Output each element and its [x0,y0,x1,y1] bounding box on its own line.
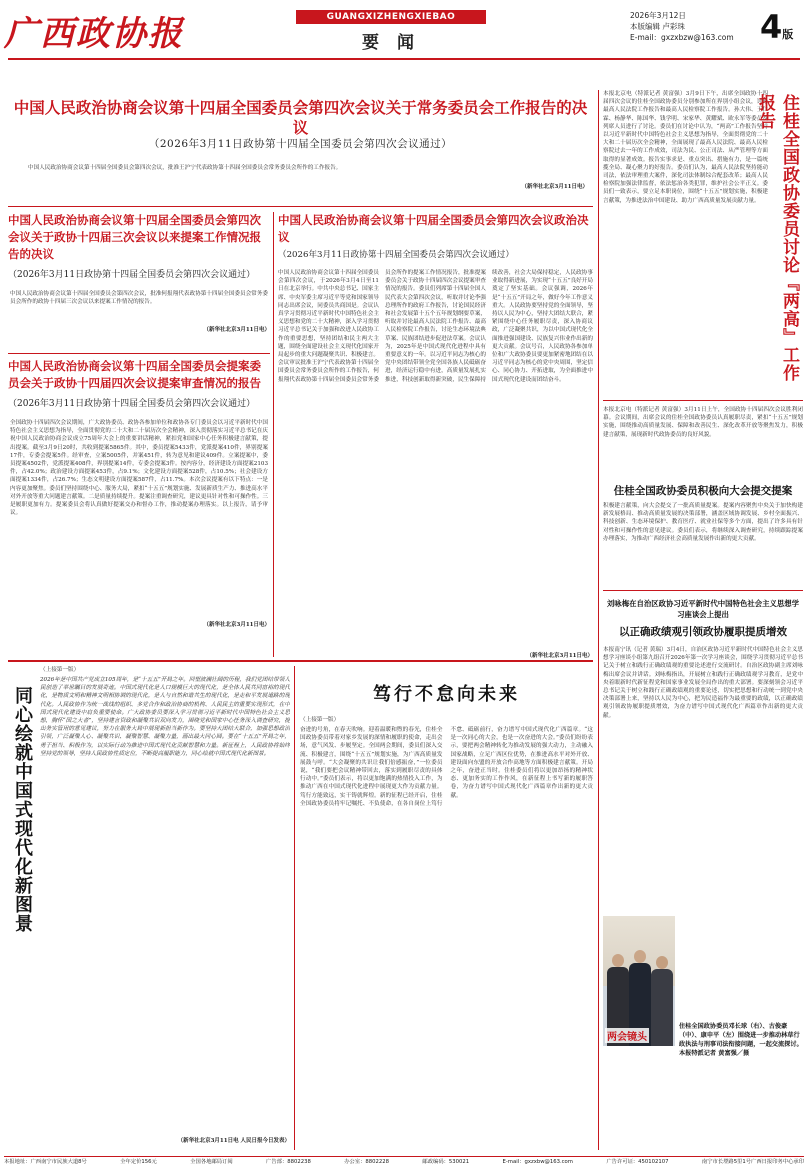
footer-address: 本报地址：广西南宁市民族大道8号 [4,1159,87,1165]
right-mid-body2: 积极建言献策，向大会提交了一批高质量提案。提案内容聚焦中央关于加快构建新发展格局、推动高质量发展的决策部署，涵盖区域协调发展、乡村全面振兴、科技创新、生态环境保护、教育医疗、就业社保等多个方面，提出了许多具有针对性和可操作性的意见建议。委员们表示，将继续深入调查研究，持续跟踪提案办理落实，为推动广西经济社会高质量发展作出新的更大贡献。 [603,503,803,542]
photo-label: 两会镜头 [605,1028,649,1043]
lead-body: 中国人民政治协商会议第十四届全国委员会第四次会议，批准王沪宁代表政协第十四届全国委员会常务委员会所作的工作报告。 [28,165,342,171]
r3-body: 中国人民政治协商会议第十四届全国委员会第四次会议，于2026年3月4日至11日在北京举行。中共中央总书记、国家主席、中央军委主席习近平等党和国家领导同志出席会议，同委员共商国是。会议认真学习贯彻习近平新时代中国特色社会主义思想和党的二十大精神，深入学习贯彻习近平总书记关于加强和改进人民政协工作的重要思想，坚持团结和民主两大主题，围绕全面建设社会主义现代化国家开局起步的重大问题凝聚共识、积极建言。会议审议批准王沪宁代表政协第十四届全国委员会常务委员会所作的工作报告，何报翔代表政协第十四届全国委员会常务委员会所作的提案工作情况报告，批准提案委员会关于政协十四届四次会议提案审查情况的报告。委员们列席第十四届全国人民代表大会第四次会议，听取并讨论李强总理所作的政府工作报告，讨论国民经济和社会发展第十五个五年规划纲要草案，听取并讨论最高人民法院工作报告、最高人民检察院工作报告，讨论生态环境法典草案、民族团结进步促进法草案。会议认为，2025年是中国式现代化进程中具有重要意义的一年。以习近平同志为核心的党中央团结带领全党全国各族人民砥砺奋进，经济运行稳中有进，高质量发展扎实推进，科技创新取得新突破，民生保障持续改善，社会大局保持稳定，人民政协事业取得新进展，为实现“十五五”良好开局奠定了坚实基础。会议强调，2026年是“十五五”开局之年，做好今年工作意义重大。人民政协要坚持党的全面领导，坚持以人民为中心，坚持大团结大联合，紧紧围绕中心任务履职尽责，深入协商议政，广泛凝聚共识，为以中国式现代化全面推进强国建设、民族复兴伟业作出新的更大贡献。会议号召，人民政协各参加单位和广大政协委员要更加紧密地团结在以习近平同志为核心的党中央周围，坚定信心、同心协力、开拓进取，为全面推进中国式现代化建设而团结奋斗。 [278,270,593,383]
r1-source: （新华社北京3月11日电） [203,327,270,333]
r3-source: （新华社北京3月11日电） [526,653,593,659]
bottom-mid-body: 奋进的号角，在春天吹响。迎着温暖和煦的春光，住桂全国政协委员带着对家乡发展的深情和履职的使命，走出会场，意气风发、步履坚定。全国两会期间，委员们深入交流、积极建言，围绕“十五五”规划实施，为广西高质量发展鼓与呼。“大会凝聚的共识让我们倍感振奋，”一位委员说，“我们要把会议精神带回去，落实到履职尽责的具体行动中。”委员们表示，将以更加饱满的热情投入工作，为推动广西在中国式现代化进程中展现更大作为贡献力量。笃行方能致远，实干铸就辉煌。新的征程已经开启，住桂全国政协委员将牢记嘱托、不负使命，在各自岗位上笃行不怠、砥砺前行，奋力谱写中国式现代化广西篇章。“这是一次同心的大会，也是一次奋进的大会。”委员们纷纷表示，要把两会精神转化为推动发展的强大动力，主动融入国家战略，立足广西区位优势，在推进高水平对外开放、建设面向东盟的开放合作高地等方面积极建言献策。开局之年，奋进正当时。住桂委员们将以更加昂扬的精神状态、更加务实的工作作风，在新征程上书写新的履职答卷，为奋力谱写中国式现代化广西篇章作出新的更大贡献。 [300,727,593,807]
footer-price: 全年定价156元 [120,1159,157,1165]
page-unit: 版 [782,28,794,41]
liu-title-big: 以正确政绩观引领政协履职提质增效 [619,626,787,638]
col-divider-bottom [294,666,295,1150]
r1-subtitle: （2026年3月11日政协第十四届全国委员会第四次会议通过） [8,270,256,280]
bottom-left-vtitle: 同心绘就中国式现代化新图景 [12,686,33,933]
footer [4,1156,804,1168]
bottom-left-article [8,666,290,1150]
page-number [760,8,793,46]
footer-ad-license: 广告许可证：450102107 [606,1159,669,1165]
pinyin-text: GUANGXIZHENGXIEBAO [326,12,456,22]
footer-office-phone: 办公室：8802228 [344,1159,390,1165]
bottom-left-source: （新华社北京3月11日电 人民日报今日发表） [177,1138,290,1144]
footer-postcode: 邮政编码：530021 [422,1159,470,1165]
lead-source: （新华社北京3月11日电） [521,184,588,190]
masthead [0,0,808,85]
right-rule-2 [603,590,803,591]
right-column [603,90,803,1150]
masthead-rule [8,58,800,60]
upper-block-rule [8,660,593,662]
footer-ad-phone: 广告部：8802238 [266,1159,311,1165]
right-top-body: 本报北京电（特派记者 黄富强）3月9日下午，出席全国政协十四届四次会议的住桂全国政协委员分别参加所在界别小组会议，讨论最高人民法院工作报告和最高人民检察院工作报告。孙大伟、王仁霖、杨静华、陈国华、钱学明、宋家华、黄耀斌、欧永军等委员及列席人员进行了讨论。委员们在讨论中认为，“两高”工作报告坚持以习近平新时代中国特色社会主义思想为指导，全面贯彻党的二十大和二十届历次全会精神，全面展现了最高人民法院、最高人民检察院过去一年的工作成效，司法为民、公正司法、从严管理等方面取得的显著成效。报告实事求是、重点突出、措施有力，是一篇统揽全局、凝心聚力的好报告。委员们认为，最高人民法院坚持能动司法，依法审理重大案件，深化司法体制综合配套改革；最高人民检察院加强法律监督，依法惩治各类犯罪，维护社会公平正义。委员们一致表示，要立足本职岗位，围绕“十五五”规划实施，积极建言献策，为推进法治中国建设、助力广西高质量发展贡献力量。 [603,91,768,204]
lead-article [8,90,593,202]
r3-title: 中国人民政治协商会议第十四届全国委员会第四次会议政治决议 [278,213,589,244]
col-divider-right [598,90,599,1150]
issue-email: E-mail：gxzxbzw@163.com [630,33,734,42]
bottom-mid-title: 笃行不怠向未来 [373,684,520,705]
lead-divider [8,206,593,207]
photo-person-right [651,956,673,1046]
right-mid-title: 住桂全国政协委员积极向大会提交提案 [613,485,793,497]
section-title: 要 闻 [362,33,420,53]
r3-subtitle: （2026年3月11日政协第十四届全国委员会第四次会议通过） [278,250,514,260]
r2-body: 全国政协十四届四次会议期间，广大政协委员、政协各参加单位和政协各专门委员会以习近平新时代中国特色社会主义思想为指导，全面贯彻党的二十大和二十届历次全会精神，深入贯彻落实习近平总书记在庆祝中国人民政治协商会议成立75周年大会上的重要讲话精神，紧扣党和国家中心任务积极建言献策，提出提案。截至3月9日20时，共收到提案5865件。其中，委员提案5433件，党派提案410件，界别提案17件，专委会提案5件。经审查，立案5005件，并案451件，转为意见和建议409件。立案提案中，委员提案4502件，党派提案408件，界别提案14件，专委会提案3件。按内容分，经济建设方面提案2103件，占42.0%；政治建设方面提案453件，占9.1%；文化建设方面提案528件，占10.5%；社会建设方面提案1334件，占26.7%；生态文明建设方面提案587件，占11.7%。本次会议提案有以下特点：一是内容更加聚焦。委员们坚持围绕中心、服务大局，紧扣“十五五”规划实施、发展新质生产力、推进高水平对外开放等重大问题建言献策。二是质量持续提升。提案注重调查研究，建议更具针对性和可操作性。三是履职更加有力。提案委员会将认真做好提案交办和督办工作，推动提案办理落实。以上报告，请予审议。 [10,420,268,517]
bottom-left-body: 2026年是中国共产党成立105周年，是“十五五”开局之年。回望波澜壮阔的历程，我们党团结带领人民创造了举世瞩目的发展奇迹。中国式现代化是人口规模巨大的现代化，是全体人民共同富裕的现代化，是物质文明和精神文明相协调的现代化，是人与自然和谐共生的现代化，是走和平发展道路的现代化。人民政协作为统一战线的组织、多党合作和政治协商的机构、人民民主的重要实现形式，在中国式现代化建设中肩负重要使命。广大政协委员要深入学习贯彻习近平新时代中国特色社会主义思想，胸怀“国之大者”，坚持建言资政和凝聚共识双向发力，围绕党和国家中心任务深入调查研究，提出务实管用的意见建议，努力在服务大局中展现新担当新作为。要坚持大团结大联合，加强思想政治引领，广泛凝聚人心、凝聚共识、凝聚智慧、凝聚力量，画出最大同心圆。要在“十五五”开局之年，勇于担当、积极作为，以实际行动为推进中国式现代化贡献智慧和力量。新征程上，人民政协将始终坚持党的领导，坚持人民政协性质定位，不断提高履职能力，同心绘就中国式现代化新图景。 [40,677,290,757]
right-rule-1 [603,400,803,401]
logo: 广西政协报 [4,14,184,54]
r1-body: 中国人民政治协商会议第十四届全国委员会第四次会议，批准何报翔代表政协第十四届全国委员会常务委员会所作的政协十四届三次会议以来提案工作情况的报告。 [10,291,268,306]
lead-title: 中国人民政治协商会议第十四届全国委员会第四次会议关于常务委员会工作报告的决议 [13,99,588,137]
photo-caption: 住桂全国政协委员邓长球（右）、古俊豪（中）、康申平（左）围绕进一步推动林草行政执法与刑事司法衔接问题，一起交流探讨。本报特派记者 黄富强／摄 [679,1023,803,1057]
footer-subscribe: 全国各地邮局订阅 [190,1159,233,1165]
liu-body: 本报南宁讯（记者 黄瑞）3月4日，自治区政协习近平新时代中国特色社会主义思想学习座谈小组第九组召开2026年第一次学习座谈会，围绕学习贯彻习近平总书记关于树立和践行正确政绩观的重要论述进行交流研讨。自治区政协副主席刘咏梅出席会议并讲话。刘咏梅指出，开展树立和践行正确政绩观学习教育，是党中央着眼新时代新征程党和国家事业发展全局作出的重大部署。要深刻领会习近平总书记关于树立和践行正确政绩观的重要论述，切实把思想和行动统一到党中央决策部署上来，坚持以人民为中心，把为民造福作为最重要的政绩，以正确政绩观引领政协履职提质增效，为奋力谱写中国式现代化广西篇章作出新的更大贡献。 [603,647,803,719]
bottom-left-byline: （上接第一版） [40,667,80,673]
issue-date: 2026年3月12日 [630,11,686,20]
col-divider-1 [273,212,274,657]
footer-printer: 南宁市长堽路5里1号广西日报印务中心承印 [701,1159,804,1165]
r2-title: 中国人民政治协商会议第十四届全国委员会提案委员会关于政协十四届四次会议提案审查情况的报告 [8,359,261,390]
news-photo [603,916,675,1046]
resolution-proposals [8,212,270,350]
r1-title: 中国人民政治协商会议第十四届全国委员会第四次会议关于政协十四届三次会议以来提案工作情况报告的决议 [8,213,261,261]
r2-subtitle: （2026年3月11日政协第十四届全国委员会第四次会议通过） [8,399,256,409]
right-top-vtitle: 住桂全国政协委员讨论『两高』工作报告 [755,94,799,382]
resolution-review [8,358,270,654]
right-mid-body: 本报北京电（特派记者 黄富强）3月11日上午，全国政协十四届四次会议胜利闭幕。会议期间，出席会议的住桂全国政协委员认真履职尽责，紧扣“十五五”规划实施，围绕推动高质量发展、保障和改善民生、深化改革开放等聚焦发力，积极建言献策，展现新时代政协委员的良好风貌。 [603,407,803,438]
r1-divider [8,353,270,354]
page-no: 4 [760,8,783,46]
bottom-mid-byline: （上接第一版） [300,717,340,723]
footer-email: E-mail：gxzxbw@163.com [502,1159,573,1165]
bottom-mid-article [300,666,593,1150]
liu-title-small: 刘咏梅在自治区政协习近平新时代中国特色社会主义思想学习座谈会上提出 [606,599,800,619]
issue-editor: 本版编辑 卢彩珠 [630,22,685,31]
resolution-political [278,212,593,657]
pinyin-bar [296,10,486,24]
r2-source: （新华社北京3月11日电） [203,622,270,628]
lead-subtitle: （2026年3月11日政协第十四届全国委员会第四次会议通过） [148,138,453,150]
issue-info [630,10,760,43]
